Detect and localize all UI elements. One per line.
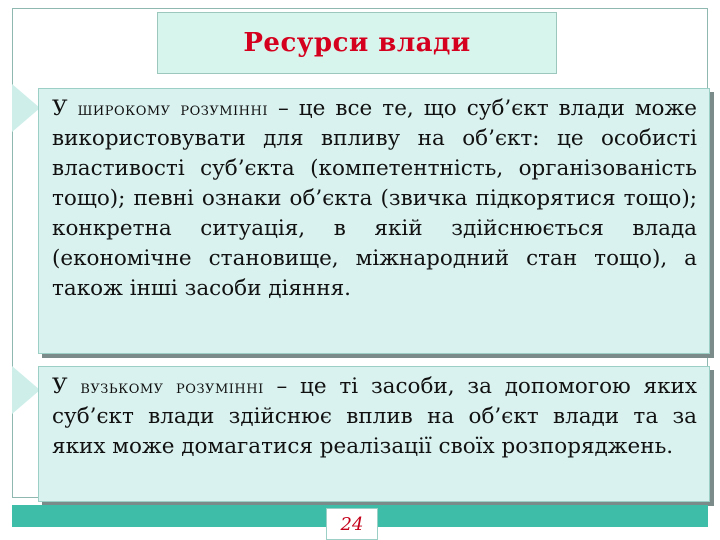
bullet-arrow-icon <box>12 84 40 132</box>
term-narrow: вузькому розумінні <box>80 376 264 398</box>
page-number: 24 <box>340 513 364 535</box>
definition-narrow <box>52 372 697 462</box>
bullet-arrow-icon <box>12 366 40 414</box>
lead-text: У <box>52 374 81 399</box>
lead-text: У <box>52 96 78 121</box>
definition-broad-body: – це все те, що суб’єкт влади може використовувати для впливу на об’єкт: це особисті властивості суб’єкта (компетентність, організованість тощо); певні ознаки об’єкта (звичка підкорятися тощо); конкретна ситуація, в якій здійснюється влада (економічне становище, міжнародний стан тощо), а також інші засоби діяння. <box>52 96 697 301</box>
term-broad: широкому розумінні <box>77 98 268 120</box>
definition-broad <box>52 94 697 304</box>
page-number-box <box>326 508 378 540</box>
slide-title: Ресурси влади <box>243 28 471 58</box>
title-box <box>157 12 557 74</box>
definition-narrow-body: – це ті засоби, за допомогою яких суб’єкт влади здійснює вплив на об’єкт влади та за яких може домагатися реалізації своїх розпоряджень. <box>52 374 697 459</box>
